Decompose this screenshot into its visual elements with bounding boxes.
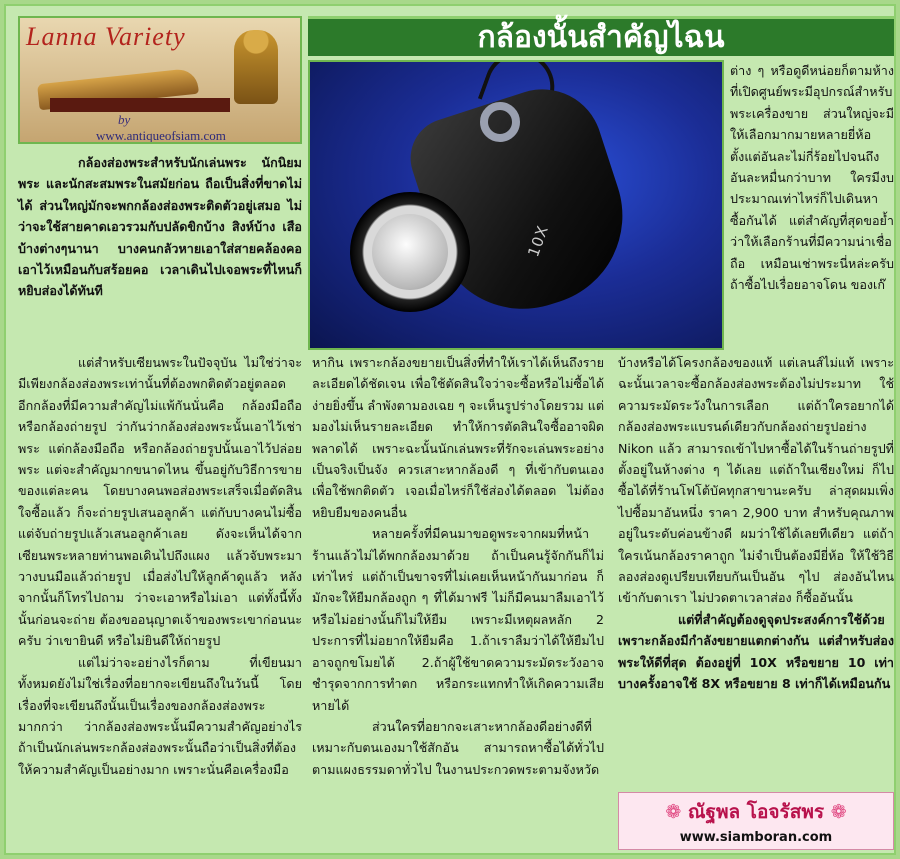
author-name: ณัฐพล โอจรัสพร [687,801,825,823]
column-3-top [730,60,894,295]
author-box [618,792,894,850]
flower-icon: ❁ [824,801,847,823]
lanna-variety-banner [18,16,302,144]
paragraph: แต่ไม่ว่าจะอย่างไรก็ตาม ที่เขียนมาทั้งหมดยังไม่ใช่เรื่องที่อยากจะเขียนถึงในวันนี้ โดยเรื่องที่จะเขียนถึงนั้นเป็นเรื่องของกล้องส่องพระมากกว่า ว่ากล้องส่องพระนั้นมีความสำคัญอย่างไร ถ้าเป็นนักเล่นพระกล้องส่องพระนั้นถือว่าเป็นสิ่งที่ต้องให้ความสำคัญเป็นอย่างมาก เพราะนั่นคือเครื่องมือ [18,654,302,777]
loupe-photo [308,60,724,350]
paragraph-emphasis: แต่ที่สำคัญต้องดูจุดประสงค์การใช้ด้วย เพราะกล้องมีกำลังขยายแตกต่างกัน แต่สำหรับส่องพระให้ดีที่สุด ต้องอยู่ที่ 10X หรือขยาย 10 เท่า บางครั้งอาจใช้ 8X หรือขยาย 8 เท่าก็ได้เหมือนกัน [618,611,894,692]
lead-paragraph: กล้องส่องพระสำหรับนักเล่นพระ นักนิยมพระ และนักสะสมพระในสมัยก่อน ถือเป็นสิ่งที่ขาดไม่ได้ ส่วนใหญ่มักจะพกกล้องส่องพระติดตัวอยู่เสมอ ไม่ว่าจะใช้สายคาดเอวรวมกับปลัดขิกบ้าง สิงห์บ้าง เสือบ้างต่างๆนานา บางคนกลัวหายเอาใส่สายคล้องคอเอาไว้เหมือนกับสร้อยคอ เวลาเดินไปเจอพระที่ไหนก็หยิบส่องได้ทันที [18,155,302,299]
loupe-magnification-label: 10X [524,222,553,260]
paragraph: หลายครั้งที่มีคนมาขอดูพระจากผมที่หน้าร้านแล้วไม่ได้พกกล้องมาด้วย ถ้าเป็นคนรู้จักกันก็ไม่เท่าไหร่ แต่ถ้าเป็นขาจรที่ไม่เคยเห็นหน้ากันมาก่อน ก็มักจะให้ยืมกล้องถูก ๆ ที่ได้มาฟรี ไม่ก็มีคนมาลืมเอาไว้ หรือไม่อย่างนั้นก็ไม่ให้ยืม เพราะมีเหตุผลหลัก 2 ประการที่ไม่อยากให้ยืมคือ 1.ถ้าเราลืมว่าได้ให้ยืมไปอาจถูกขโมยได้ 2.ถ้าผู้ใช้ขาดความระมัดระวังอาจชำรุดจากการทำตก หรือกระแทกทำให้เกิดความเสียหายได้ [312,526,604,713]
column-1-lead [18,152,302,302]
buddha-base-image [50,98,230,112]
article-headline: กล้องนั้นสำคัญไฉน [308,16,894,56]
banner-url: www.antiqueofsiam.com [96,128,226,143]
column-1-body [18,352,302,780]
loupe-ring [480,102,520,142]
banner-by: by [118,112,131,127]
banner-title: Lanna Variety [26,22,186,51]
flower-icon: ❁ [665,801,688,823]
paragraph: บ้างหรือได้โครงกล้องของแท้ แต่เลนส์ไม่แท้ เพราะฉะนั้นเวลาจะซื้อกล้องส่องพระต้องไม่ประมาท ใช้ความระมัดระวังในการเลือก แต่ถ้าใครอยากได้กล้องส่องพระแบรนด์เดียวกับกล้องถ่ายรูปอย่าง Nikon แล้ว สามารถเข้าไปหาซื้อได้ในร้านถ่ายรูปที่ตั้งอยู่ในห้างต่าง ๆ ได้เลย แต่ถ้าในเชียงใหม่ ก็ไปซื้อได้ที่ร้านโฟโต้บัคทุกสาขานะครับ ล่าสุดผมเพิ่งไปซื้อมาอันหนึ่ง ราคา 2,900 บาท สำหรับคุณภาพอยู่ในระดับค่อนข้างดี ผมว่าใช้ได้เลยทีเดียว แต่ถ้าใครเน้นกล้องราคาถูก ไม่จำเป็นต้องมียี่ห้อ ให้ใช้วิธีลองส่องดูเปรียบเทียบกันเป็นอัน ๆไป ส่องอันไหนเข้ากับตาเรา ไม่ปวดตาเวลาส่อง ก็ซื้ออันนั้น [618,355,894,606]
column-3-body [618,352,894,695]
column-2-body [312,352,604,780]
paragraph: ต่าง ๆ หรือดูดีหน่อยก็ตามห้างที่เปิดศูนย์พระมีอุปกรณ์สำหรับพระเครื่องขาย ส่วนใหญ่จะมีให้เลือกมากมายหลายยี่ห้อตั้งแต่อันละไม่กี่ร้อยไปจนถึงอันละหมื่นกว่าบาท ใครมีงบประมาณเท่าไหร่ก็ไปเดินหาซื้อกันได้ แต่สำคัญที่สุดขอย้ำว่าให้เลือกร้านที่มีความน่าเชื่อถือ เหมือนเช่าพระนี่หล่ะครับ ถ้าซื้อไปเรื่อยอาจโดน ของเก๊ [730,63,894,293]
author-website: www.siamboran.com [679,830,833,845]
lens-glass [372,214,448,290]
article-page [4,4,896,855]
paragraph: หากิน เพราะกล้องขยายเป็นสิ่งที่ทำให้เราได้เห็นถึงรายละเอียดได้ชัดเจน เพื่อใช้ตัดสินใจว่าจะซื้อหรือไม่ซื้อได้ง่ายยิ่งขึ้น ลำพังตามองเฉย ๆ จะเห็นรูปร่างโดยรวม แต่มองไม่เห็นรายละเอียด ทำให้การตัดสินใจซื้ออาจผิดพลาดได้ เพราะฉะนั้นนักเล่นพระที่รักจะเล่นพระอย่างเป็นจริงเป็นจัง ควรเสาะหากล้องดี ๆ ที่เข้ากับตนเอง เพื่อใช้พกติดตัว เจอเมื่อไหร่ก็ใช้ส่องได้ตลอด ไม่ต้องหยิบยืมของคนอื่น [312,355,604,520]
paragraph: ส่วนใครที่อยากจะเสาะหากล้องดีอย่างดีที่เหมาะกับตนเองมาใช้สักอัน สามารถหาซื้อได้ทั่วไปตามแผงธรรมดาทั่วไป ในงานประกวดพระตามจังหวัด [312,718,604,777]
author-name-line [619,797,893,827]
paragraph: แต่สำหรับเซียนพระในปัจจุบัน ไม่ใช่ว่าจะมีเพียงกล้องส่องพระเท่านั้นที่ต้องพกติดตัวอยู่ตลอด อีกกล้องที่มีความสำคัญไม่แพ้กันนั่นคือ กล้องมือถือหรือกล้องถ่ายรูป ว่ากันว่ากล้องส่องพระนั้นเอาไว้เช่าพระ แต่กล้องมือถือ หรือกล้องถ่ายรูปนั้นเอาไว้ปล่อยพระ แต่จะสำคัญมากขนาดไหน ขึ้นอยู่กับวิธีการขายของแต่ละคน โดยบางคนพอส่องพระเสร็จเมื่อตัดสินใจซื้อแล้ว ก็จะถ่ายรูปเสนอลูกค้า แต่กับบางคนไม่ซื้อ แต่จับถ่ายรูปแล้วเสนอลูกค้าเลย ดังจะเห็นได้จากเซียนพระหลายท่านพอเดินไปถึงแผง แล้วจับพระมาวางบนมือแล้วถ่ายรูป เมื่อส่งไปให้ลูกค้าดูแล้ว หลังจากนั้นก็โทรไปถาม ว่าจะเอาหรือไม่เอา แต่ทั้งนี้ทั้งนั้นก่อนจะถ่าย ต้องขออนุญาตเจ้าของพระเขาก่อนนะครับ ว่าเขายินดี หรือไม่ยินดีให้ถ่ายรูป [18,355,302,649]
seated-buddha-image [234,30,278,104]
